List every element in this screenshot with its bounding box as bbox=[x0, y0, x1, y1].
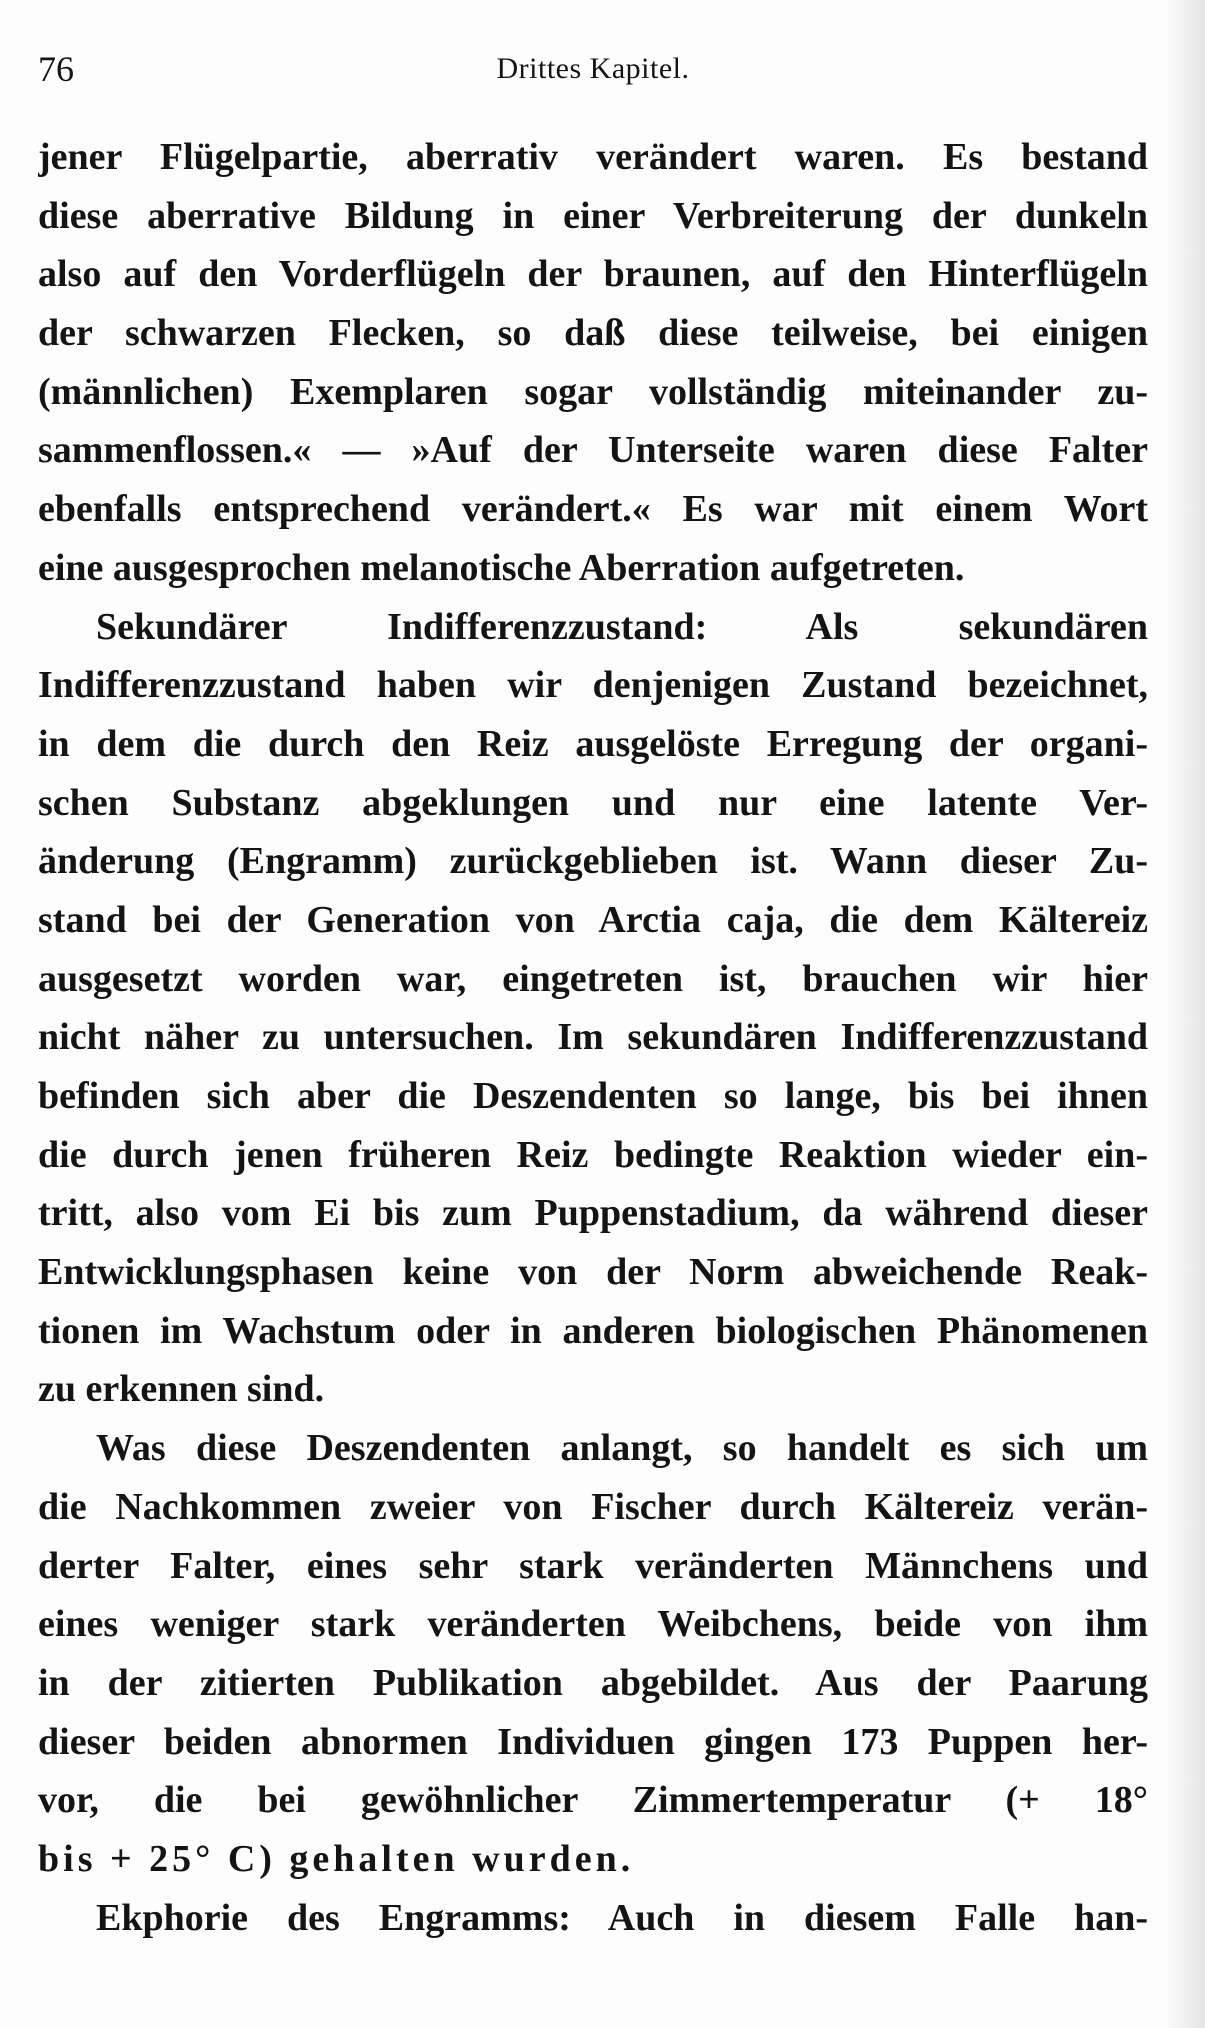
text-line: derter Falter, eines sehr stark veränderten Männchens und bbox=[38, 1544, 1148, 1587]
text-line: in dem die durch den Reiz ausgelöste Erregung der organi- bbox=[38, 722, 1148, 765]
text-line: ebenfalls entsprechend verändert.« Es war mit einem Wort bbox=[38, 488, 1148, 531]
text-line: ausgesetzt worden war, eingetreten ist, brauchen wir hier bbox=[38, 957, 1148, 1000]
page-edge-shadow bbox=[1165, 0, 1205, 2028]
text-line: befinden sich aber die Deszendenten so lange, bis bei ihnen bbox=[38, 1075, 1148, 1117]
text-line: zu erkennen sind. bbox=[38, 1368, 325, 1411]
text-line: der schwarzen Flecken, so daß diese teilweise, bei einigen bbox=[38, 312, 1148, 355]
running-title: Drittes Kapitel. bbox=[496, 52, 690, 85]
section-heading-line: Sekundärer Indifferenzzustand: Als sekundären bbox=[96, 605, 1148, 648]
paragraph-start-line: Was diese Deszendenten anlangt, so handelt es sich um bbox=[96, 1427, 1148, 1470]
section-heading-line: Ekphorie des Engramms: Auch in diesem Falle han- bbox=[96, 1896, 1148, 1939]
text-line: eines weniger stark veränderten Weibchens, beide von ihm bbox=[38, 1603, 1148, 1646]
text-line: tritt, also vom Ei bis zum Puppenstadium, da während dieser bbox=[38, 1192, 1148, 1235]
text-line: in der zitierten Publikation abgebildet. Aus der Paarung bbox=[38, 1661, 1148, 1704]
text-line: also auf den Vorderflügeln der braunen, auf den Hinterflügeln bbox=[38, 253, 1148, 296]
body-text bbox=[38, 128, 1148, 1947]
text-line: änderung (Engramm) zurückgeblieben ist. Wann dieser Zu- bbox=[38, 840, 1148, 883]
text-line: jener Flügelpartie, aberrativ verändert waren. Es bestand bbox=[38, 136, 1148, 178]
text-line: diese aberrative Bildung in einer Verbreiterung der dunkeln bbox=[38, 194, 1148, 237]
text-line: tionen im Wachstum oder in anderen biologischen Phänomenen bbox=[38, 1309, 1148, 1352]
text-line: sammenflossen.« — »Auf der Unterseite waren diese Falter bbox=[38, 429, 1148, 472]
text-line: dieser beiden abnormen Individuen gingen 173 Puppen her- bbox=[38, 1720, 1148, 1763]
text-line: eine ausgesprochen melanotische Aberration aufgetreten. bbox=[38, 546, 965, 589]
text-line: bis + 25° C) gehalten wurden. bbox=[38, 1837, 635, 1880]
text-line: vor, die bei gewöhnlicher Zimmertemperatur (+ 18° bbox=[38, 1779, 1148, 1822]
page-number: 76 bbox=[38, 49, 74, 89]
text-line: Indifferenzzustand haben wir denjenigen Zustand bezeichnet, bbox=[38, 664, 1148, 707]
text-line: die durch jenen früheren Reiz bedingte Reaktion wieder ein- bbox=[38, 1133, 1148, 1176]
page-header bbox=[38, 44, 1148, 94]
text-line: schen Substanz abgeklungen und nur eine latente Ver- bbox=[38, 781, 1148, 824]
text-line: Entwicklungsphasen keine von der Norm abweichende Reak- bbox=[38, 1251, 1148, 1294]
text-line: die Nachkommen zweier von Fischer durch Kältereiz verän- bbox=[38, 1485, 1148, 1528]
text-line: nicht näher zu untersuchen. Im sekundären Indifferenzzustand bbox=[38, 1016, 1148, 1059]
text-line: stand bei der Generation von Arctia caja, die dem Kältereiz bbox=[38, 898, 1148, 941]
text-line: (männlichen) Exemplaren sogar vollständig miteinander zu- bbox=[38, 370, 1148, 413]
